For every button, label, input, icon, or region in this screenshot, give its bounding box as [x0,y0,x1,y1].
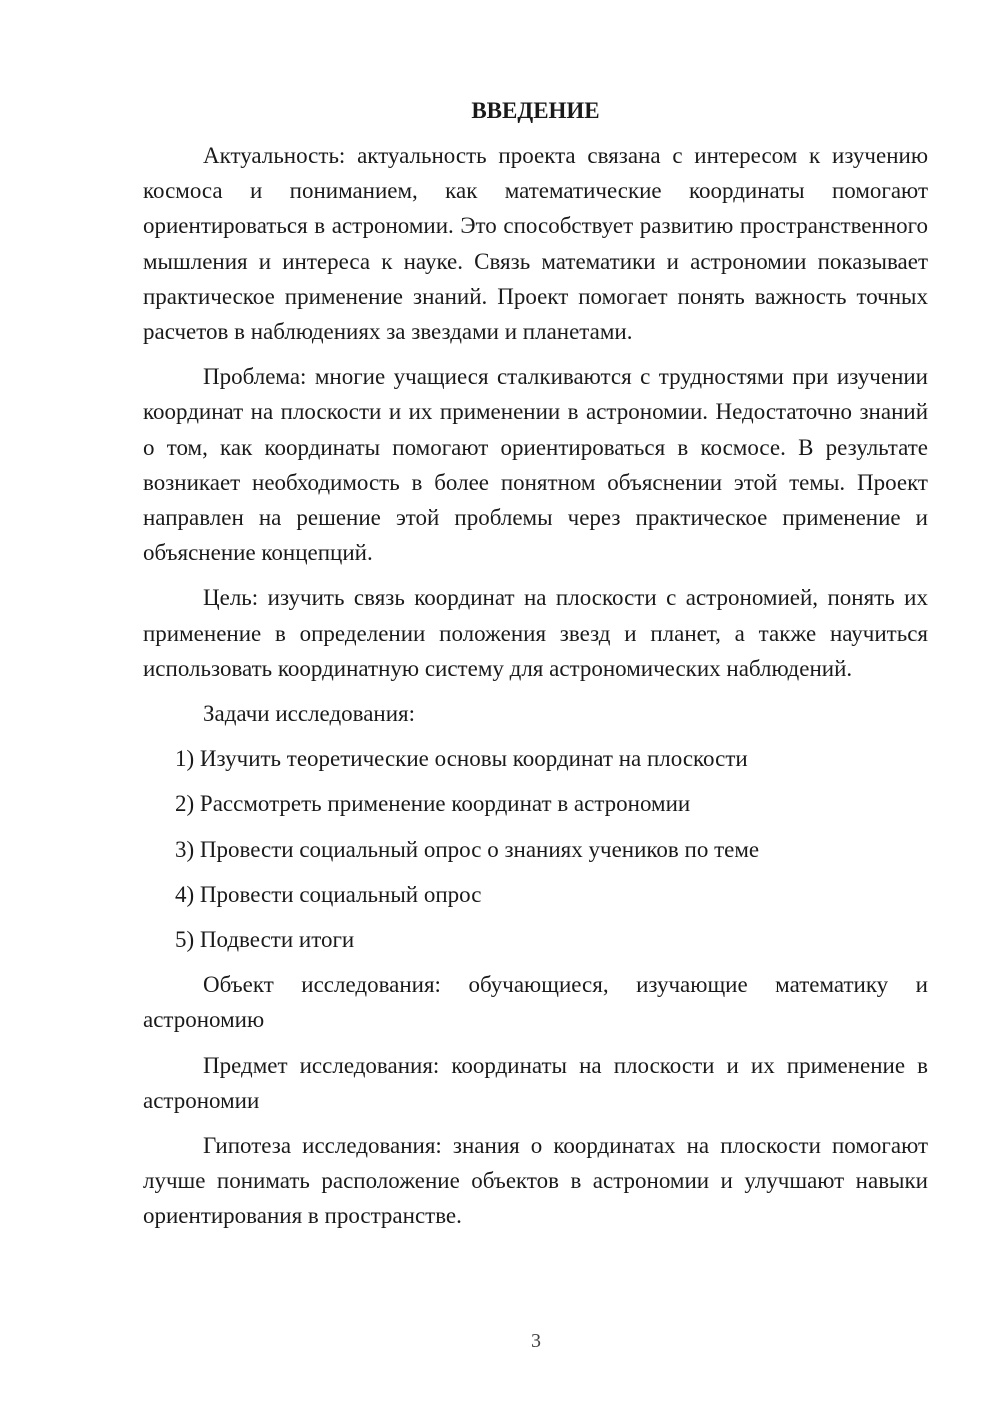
task-item: 1) Изучить теоретические основы координат на плоскости [175,746,748,772]
task-item: 5) Подвести итоги [175,927,355,953]
task-item: 2) Рассмотреть применение координат в астрономии [175,791,691,817]
problem-paragraph: Проблема: многие учащиеся сталкиваются с трудностями при изучении координат на плоскости и их применении в астрономии. Недостаточно знаний о том, как координаты помогают ориентироваться в космосе. В результате возникает необходимость в более понятном объяснении этой темы. Проект направлен на решение этой проблемы через практическое применение и объяснение концепций. [143,364,928,566]
page-number: 3 [531,1330,541,1352]
task-item: 4) Провести социальный опрос [175,881,482,907]
tasks-heading: Задачи исследования: [203,701,416,727]
task-item: 3) Провести социальный опрос о знаниях учеников по теме [175,836,760,862]
research-subject-paragraph: Предмет исследования: координаты на плоскости и их применение в астрономии [143,1052,928,1113]
document-page [143,93,928,1244]
relevance-paragraph: Актуальность: актуальность проекта связана с интересом к изучению космоса и пониманием, как математические координаты помогают ориентироваться в астрономии. Это способствует развитию пространственного мышления и интереса к науке. Связь математики и астрономии показывает практическое применение знаний. Проект помогает понять важность точных расчетов в наблюдениях за звездами и планетами. [143,143,928,345]
research-object-paragraph: Объект исследования: обучающиеся, изучающие математику и астрономию [143,972,928,1033]
goal-paragraph: Цель: изучить связь координат на плоскости с астрономией, понять их применение в определении положения звезд и планет, а также научиться использовать координатную систему для астрономических наблюдений. [143,585,928,681]
page-title: ВВЕДЕНИЕ [471,98,600,123]
hypothesis-paragraph: Гипотеза исследования: знания о координатах на плоскости помогают лучше понимать расположение объектов в астрономии и улучшают навыки ориентирования в пространстве. [143,1133,928,1229]
